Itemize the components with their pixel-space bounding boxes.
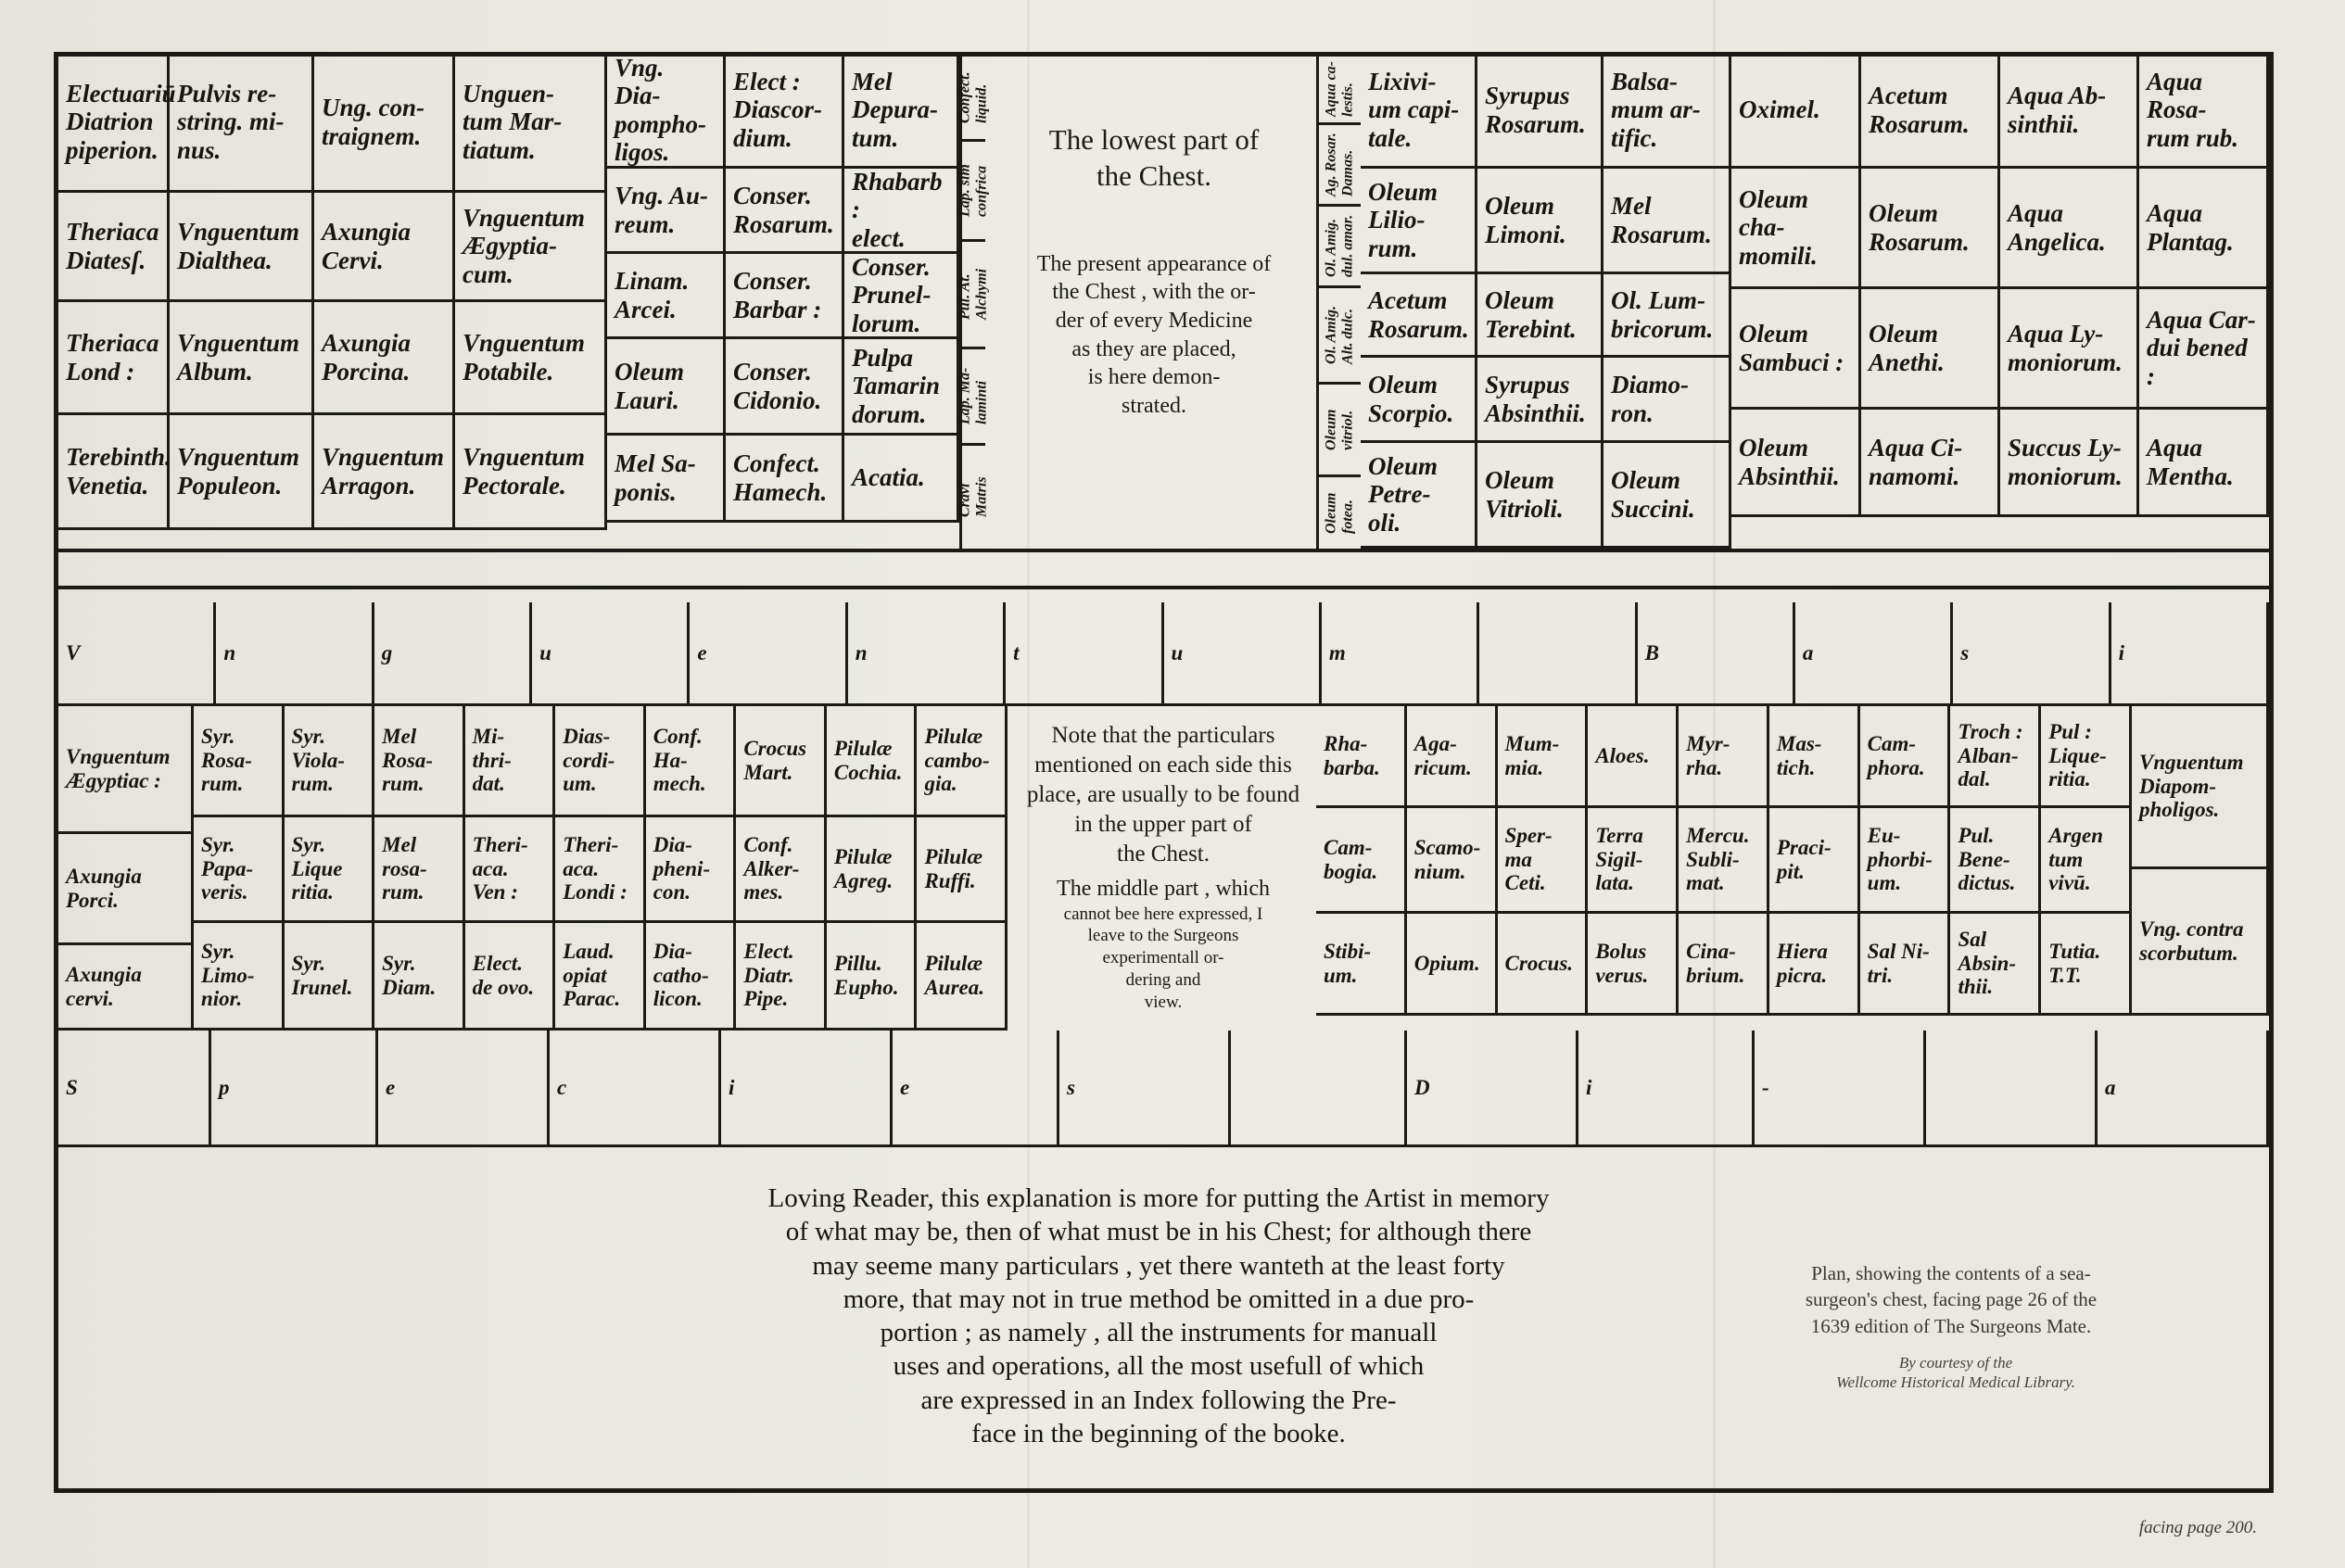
narrow-compartment-label: Lap. Ma- laminti bbox=[959, 347, 985, 443]
compartment-label: Vnguentum Pectorale. bbox=[455, 415, 607, 530]
compartment-label: Ung. con- traignem. bbox=[314, 54, 455, 193]
compartment-label: u bbox=[1164, 602, 1322, 706]
compartment-label: Axungia cervi. bbox=[58, 945, 194, 1031]
lower-left-compartments bbox=[194, 706, 1008, 1031]
compartment-label: - bbox=[1755, 1031, 1926, 1147]
compartment-label: a bbox=[1795, 602, 1953, 706]
plate-caption: Plan, showing the contents of a sea- surgeon's chest, facing page 26 of the 1639 edition of The Surgeons Mate. bbox=[1805, 1262, 2098, 1337]
compartment-label: Mi- thri- dat. bbox=[465, 706, 556, 817]
compartment-label: Vnguentum Potabile. bbox=[455, 302, 607, 415]
compartment-label: Hiera picra. bbox=[1769, 914, 1860, 1016]
narrow-compartment-label: Aqua ca- lestis. bbox=[1316, 54, 1361, 122]
narrow-compartment-label: Ol. Amig. dul. amar. bbox=[1316, 204, 1361, 285]
compartment-label: i bbox=[1578, 1031, 1755, 1147]
compartment-label: Cina- brium. bbox=[1679, 914, 1769, 1016]
narrow-compartment-label: Pul. At. Alchymi bbox=[959, 239, 985, 347]
compartment-label: Crocus. bbox=[1498, 914, 1589, 1016]
middle-part-note: The middle part , which bbox=[1057, 877, 1270, 901]
compartment-label: Pillu. Eupho. bbox=[827, 923, 918, 1031]
compartment-label: Conser. Cidonio. bbox=[726, 339, 844, 436]
compartment-label: Elect. de ovo. bbox=[465, 923, 556, 1031]
compartment-label: Succus Ly- moniorum. bbox=[2000, 410, 2139, 517]
compartment-label bbox=[1231, 1031, 1407, 1147]
compartment-label: Pilulæ Agreg. bbox=[827, 817, 918, 923]
compartment-label: a bbox=[2098, 1031, 2269, 1147]
compartment-label: Mercu. Subli- mat. bbox=[1679, 808, 1769, 914]
compartment-label: Aqua Car- dui bened : bbox=[2139, 289, 2269, 410]
compartment-label: Mum- mia. bbox=[1498, 706, 1589, 808]
compartment-label: Syr. Irunel. bbox=[285, 923, 375, 1031]
compartment-label bbox=[1479, 602, 1637, 706]
compartment-label: s bbox=[1059, 1031, 1231, 1147]
compartment-label: Syr. Limo- nior. bbox=[194, 923, 285, 1031]
compartment-label: Axungia Porci. bbox=[58, 834, 194, 945]
compartment-label: Aloes. bbox=[1588, 706, 1679, 808]
compartment-label: m bbox=[1322, 602, 1479, 706]
loving-reader-note: Loving Reader, this explanation is more for putting the Artist in memory of what may be, then of what must be in his Chest; for although there may seeme many particulars , yet there wanteth at the least forty more, that may not in true method be omitted in a due pro- portion ; as namely , all the instruments for manuall uses and operations, all the most usefull of which are expressed in an Index following the Pre- face in the beginning of the booke. bbox=[767, 1183, 1550, 1448]
lowest-part-title: The lowest part of the Chest. bbox=[1048, 123, 1260, 192]
compartment-label: Rha- barba. bbox=[1316, 706, 1407, 808]
compartment-label: Crocus Mart. bbox=[736, 706, 827, 817]
compartment-label: Syrupus Absinthii. bbox=[1477, 358, 1603, 443]
compartment-label: i bbox=[2111, 602, 2269, 706]
compartment-label: Syr. Rosa- rum. bbox=[194, 706, 285, 817]
compartment-label: Laud. opiat Parac. bbox=[555, 923, 646, 1031]
compartment-label: c bbox=[550, 1031, 721, 1147]
compartment-label: Mel Rosa- rum. bbox=[374, 706, 465, 817]
compartment-label: n bbox=[848, 602, 1006, 706]
compartment-label: Conser. Rosarum. bbox=[726, 169, 844, 254]
compartment-label: Lixivi- um capi- tale. bbox=[1361, 54, 1477, 169]
compartment-label: Terra Sigil- lata. bbox=[1588, 808, 1679, 914]
compartment-label: Vnguentum Dialthea. bbox=[170, 193, 314, 302]
compartment-label: Dia- catho- licon. bbox=[646, 923, 737, 1031]
compartment-label: Elect : Diascor- dium. bbox=[726, 54, 844, 169]
compartment-label: Theriaca Lond : bbox=[58, 302, 170, 415]
compartment-label: Eu- phorbi- um. bbox=[1860, 808, 1951, 914]
narrow-compartment-label: Confect. liquid. bbox=[959, 54, 985, 139]
lower-right-last-column bbox=[2132, 706, 2269, 1016]
compartment-label: Oleum Terebint. bbox=[1477, 274, 1603, 358]
compartment-label: Pilulæ Ruffi. bbox=[917, 817, 1008, 923]
compartment-label: Acatia. bbox=[844, 436, 959, 523]
compartment-label: S bbox=[58, 1031, 211, 1147]
compartment-label: Opium. bbox=[1407, 914, 1498, 1016]
compartment-label: Mel Rosarum. bbox=[1603, 169, 1731, 274]
compartment-label: Pul. Bene- dictus. bbox=[1950, 808, 2041, 914]
compartment-label: Aga- ricum. bbox=[1407, 706, 1498, 808]
compartment-label: Vng. contra scorbutum. bbox=[2132, 869, 2269, 1016]
compartment-label: Oleum Sambuci : bbox=[1731, 289, 1861, 410]
compartment-label: Pilulæ Aurea. bbox=[917, 923, 1008, 1031]
compartment-label: n bbox=[216, 602, 374, 706]
compartment-label: D bbox=[1407, 1031, 1578, 1147]
compartment-label: Theriaca Diatesſ. bbox=[58, 193, 170, 302]
compartment-label: Oleum Scorpio. bbox=[1361, 358, 1477, 443]
compartment-label: Rhabarb : elect. bbox=[844, 169, 959, 254]
compartment-label: Vng. Dia- pompho- ligos. bbox=[607, 54, 726, 169]
compartment-label: Vng. Au- reum. bbox=[607, 169, 726, 254]
compartment-label: Oleum Limoni. bbox=[1477, 169, 1603, 274]
compartment-label: Oleum cha- momili. bbox=[1731, 169, 1861, 289]
compartment-label: Syrupus Rosarum. bbox=[1477, 54, 1603, 169]
compartment-label: Oleum Succini. bbox=[1603, 443, 1731, 549]
upper-mid-narrow-labels bbox=[957, 54, 990, 549]
compartment-label: Theri- aca. Ven : bbox=[465, 817, 556, 923]
compartment-label: Mel rosa- rum. bbox=[374, 817, 465, 923]
upper-right-compartments-a bbox=[1361, 54, 1731, 549]
compartment-label: Cam- phora. bbox=[1860, 706, 1951, 808]
compartment-label: Syr. Diam. bbox=[374, 923, 465, 1031]
compartment-label: Syr. Viola- rum. bbox=[285, 706, 375, 817]
compartment-label: Stibi- um. bbox=[1316, 914, 1407, 1016]
compartment-label: Bolus verus. bbox=[1588, 914, 1679, 1016]
center-middle-note bbox=[1010, 721, 1316, 1013]
compartment-label: Oleum Absinthii. bbox=[1731, 410, 1861, 517]
compartment-label: Aqua Ci- namomi. bbox=[1861, 410, 2000, 517]
compartment-label: e bbox=[378, 1031, 550, 1147]
compartment-label: Oleum Lilio- rum. bbox=[1361, 169, 1477, 274]
surgeons-note: cannot bee here expressed, I leave to the Surgeons experimentall or- dering and view. bbox=[1063, 904, 1263, 1012]
compartment-label: Argen tum vivū. bbox=[2041, 808, 2132, 914]
compartment-label: Oleum Lauri. bbox=[607, 339, 726, 436]
upper-right-narrow-labels bbox=[1316, 54, 1361, 549]
present-appearance-text: The present appearance of the Chest , with the or- der of every Medicine as they are placed, is here demon- strated. bbox=[1036, 251, 1272, 419]
compartment-label: Elect. Diatr. Pipe. bbox=[736, 923, 827, 1031]
compartment-label: Aqua Ab- sinthii. bbox=[2000, 54, 2139, 169]
narrow-compartment-label: Ol. Amig. Alt. dulc. bbox=[1316, 285, 1361, 382]
compartment-label: Pilulæ cambo- gia. bbox=[917, 706, 1008, 817]
compartment-label: Pul : Lique- ritia. bbox=[2041, 706, 2132, 808]
compartment-label bbox=[1926, 1031, 2098, 1147]
center-top-note bbox=[996, 74, 1312, 421]
compartment-label: Oximel. bbox=[1731, 54, 1861, 169]
compartment-label: Mel Depura- tum. bbox=[844, 54, 959, 169]
compartment-label: Aqua Angelica. bbox=[2000, 169, 2139, 289]
compartment-label: Vnguentum Album. bbox=[170, 302, 314, 415]
lower-right-compartments bbox=[1316, 706, 2132, 1016]
compartment-label: Balsa- mum ar- tific. bbox=[1603, 54, 1731, 169]
narrow-compartment-label: Ag. Rosar. Damas. bbox=[1316, 122, 1361, 204]
compartment-label: Sper- ma Ceti. bbox=[1498, 808, 1589, 914]
compartment-label: Conser. Barbar : bbox=[726, 254, 844, 339]
compartment-label: Axungia Porcina. bbox=[314, 302, 455, 415]
compartment-label: Axungia Cervi. bbox=[314, 193, 455, 302]
compartment-label: Conf. Alker- mes. bbox=[736, 817, 827, 923]
narrow-compartment-label: Lap. sim confrica bbox=[959, 139, 985, 239]
compartment-label: Pilulæ Cochia. bbox=[827, 706, 918, 817]
compartment-label: Terebinth. Venetia. bbox=[58, 415, 170, 530]
compartment-label: Cam- bogia. bbox=[1316, 808, 1407, 914]
compartment-label: Oleum Rosarum. bbox=[1861, 169, 2000, 289]
middle-row-compartments bbox=[58, 602, 2269, 706]
facing-page-note: facing page 200. bbox=[2138, 1518, 2257, 1537]
compartment-label: Unguen- tum Mar- tiatum. bbox=[455, 54, 607, 193]
compartment-label: p bbox=[211, 1031, 378, 1147]
compartment-label: Oleum Anethi. bbox=[1861, 289, 2000, 410]
compartment-label: Conf. Ha- mech. bbox=[646, 706, 737, 817]
compartment-label: Dia- pheni- con. bbox=[646, 817, 737, 923]
compartment-label: Myr- rha. bbox=[1679, 706, 1769, 808]
compartment-label: Conser. Prunel- lorum. bbox=[844, 254, 959, 339]
compartment-label: Sal Ni- tri. bbox=[1860, 914, 1951, 1016]
compartment-label: e bbox=[893, 1031, 1059, 1147]
compartment-label: Syr. Lique ritia. bbox=[285, 817, 375, 923]
particulars-note: Note that the particulars mentioned on each side this place, are usually to be found in the upper part of the Chest. bbox=[1026, 723, 1300, 866]
compartment-label: Praci- pit. bbox=[1769, 808, 1860, 914]
compartment-label: Diamo- ron. bbox=[1603, 358, 1731, 443]
compartment-label: u bbox=[532, 602, 690, 706]
compartment-label: Oleum Petre- oli. bbox=[1361, 443, 1477, 549]
compartment-label: Vnguentum Populeon. bbox=[170, 415, 314, 530]
compartment-label: Vnguentum Ægyptia- cum. bbox=[455, 193, 607, 302]
courtesy-line: By courtesy of the Wellcome Historical Medical Library. bbox=[1835, 1354, 2076, 1392]
lower-left-first-column bbox=[58, 706, 194, 1031]
compartment-label: t bbox=[1006, 602, 1163, 706]
compartment-label: Ol. Lum- bricorum. bbox=[1603, 274, 1731, 358]
compartment-label: Aqua Ly- moniorum. bbox=[2000, 289, 2139, 410]
narrow-compartment-label: Oleum vitriol. bbox=[1316, 382, 1361, 474]
compartment-label: Aqua Rosa- rum rub. bbox=[2139, 54, 2269, 169]
compartment-label: Mas- tich. bbox=[1769, 706, 1860, 808]
compartment-label: Linam. Arcei. bbox=[607, 254, 726, 339]
bottom-row-compartments bbox=[58, 1031, 2269, 1147]
compartment-label: V bbox=[58, 602, 216, 706]
compartment-label: Acetum Rosarum. bbox=[1861, 54, 2000, 169]
compartment-label: Syr. Papa- veris. bbox=[194, 817, 285, 923]
compartment-label: Tutia. T.T. bbox=[2041, 914, 2132, 1016]
compartment-label: Pulvis re- string. mi- nus. bbox=[170, 54, 314, 193]
compartment-label: e bbox=[690, 602, 847, 706]
upper-left-compartments bbox=[58, 54, 607, 530]
compartment-label: B bbox=[1638, 602, 1795, 706]
compartment-label: Mel Sa- ponis. bbox=[607, 436, 726, 523]
upper-right-compartments-b bbox=[1731, 54, 2269, 517]
section-divider bbox=[58, 586, 2269, 589]
compartment-label: Vnguentum Ægyptiac : bbox=[58, 706, 194, 834]
compartment-label: Electuariū Diatrion piperion. bbox=[58, 54, 170, 193]
compartment-label: Theri- aca. Londi : bbox=[555, 817, 646, 923]
compartment-label: Aqua Plantag. bbox=[2139, 169, 2269, 289]
compartment-label: Dias- cordi- um. bbox=[555, 706, 646, 817]
narrow-compartment-label: Cravi Matris bbox=[959, 443, 985, 549]
compartment-label: Troch : Alban- dal. bbox=[1950, 706, 2041, 808]
compartment-label: Vnguentum Diapom- pholigos. bbox=[2132, 706, 2269, 869]
compartment-label: Aqua Mentha. bbox=[2139, 410, 2269, 517]
compartment-label: Scamo- nium. bbox=[1407, 808, 1498, 914]
compartment-label: g bbox=[374, 602, 532, 706]
compartment-label: Sal Absin- thii. bbox=[1950, 914, 2041, 1016]
section-divider bbox=[58, 549, 2269, 552]
compartment-label: Oleum Vitrioli. bbox=[1477, 443, 1603, 549]
compartment-label: i bbox=[721, 1031, 893, 1147]
compartment-label: Pulpa Tamarin dorum. bbox=[844, 339, 959, 436]
compartment-label: Acetum Rosarum. bbox=[1361, 274, 1477, 358]
compartment-label: Confect. Hamech. bbox=[726, 436, 844, 523]
compartment-label: Vnguentum Arragon. bbox=[314, 415, 455, 530]
upper-mid-compartments bbox=[607, 54, 959, 549]
compartment-label: s bbox=[1953, 602, 2110, 706]
narrow-compartment-label: Oleum fotea. bbox=[1316, 474, 1361, 549]
